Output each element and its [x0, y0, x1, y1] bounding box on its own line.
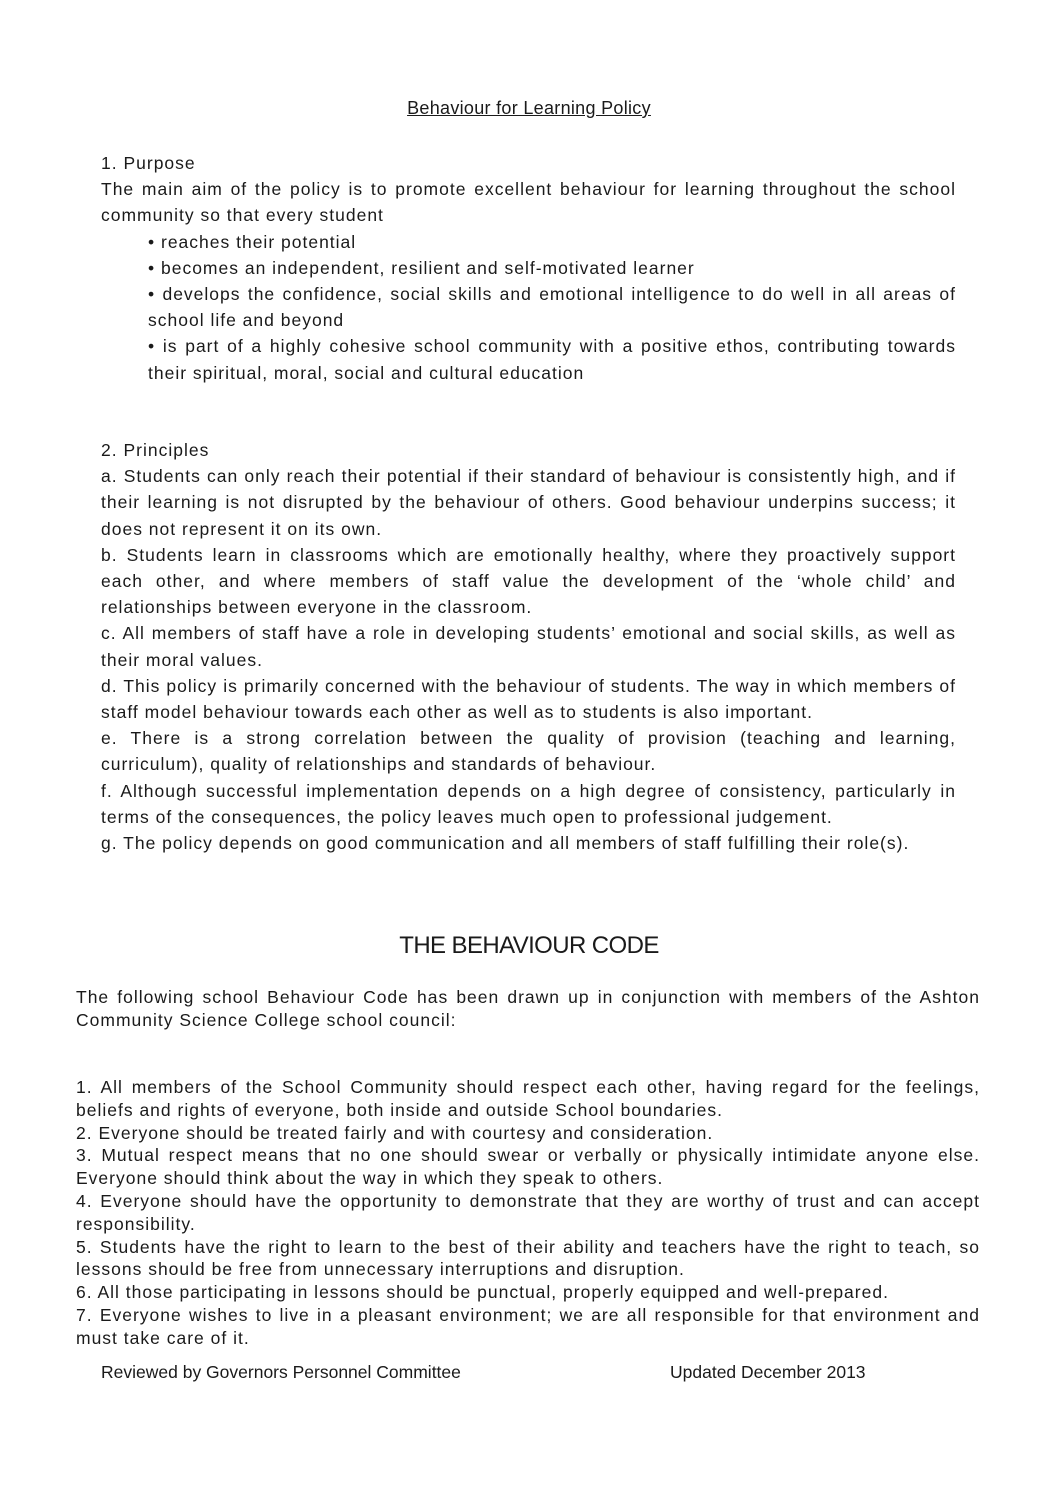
principle-item: g. The policy depends on good communication and all members of staff fulfilling their role(s). — [101, 833, 910, 854]
page-title-text: Behaviour for Learning Policy — [407, 98, 651, 118]
footer-updated: Updated December 2013 — [670, 1362, 866, 1382]
purpose-bullet: • reaches their potential — [148, 231, 357, 252]
purpose-bullet: • is part of a highly cohesive school community with a positive ethos, contributing towards their spiritual, moral, social and cultural education — [148, 336, 956, 383]
principles-section — [101, 437, 956, 856]
principle-item: a. Students can only reach their potential if their standard of behaviour is consistently high, and if their learning is not disrupted by the behaviour of others. Good behaviour underpins success; it does not represent it on its own. — [101, 466, 956, 539]
behaviour-code-heading: THE BEHAVIOUR CODE — [399, 932, 659, 959]
page-title — [0, 98, 1058, 119]
principle-item: f. Although successful implementation depends on a high degree of consistency, particularly in terms of the consequences, the policy leaves much open to professional judgement. — [101, 780, 956, 827]
behaviour-code-item: 2. Everyone should be treated fairly and with courtesy and consideration. — [76, 1122, 714, 1143]
behaviour-code-item: 1. All members of the School Community should respect each other, having regard for the feelings, beliefs and rights of everyone, both inside and outside School boundaries. — [76, 1077, 980, 1120]
behaviour-code-item: 5. Students have the right to learn to the best of their ability and teachers have the right to teach, so lessons should be free from unnecessary interruptions and disruption. — [76, 1236, 980, 1280]
principle-item: d. This policy is primarily concerned with the behaviour of students. The way in which members of staff model behaviour towards each other as well as to students is also important. — [101, 675, 956, 723]
principles-heading: 2. Principles — [101, 440, 210, 460]
principle-item: c. All members of staff have a role in developing students’ emotional and social skills, as well as their moral values. — [101, 623, 956, 670]
purpose-heading: 1. Purpose — [101, 153, 196, 173]
behaviour-code-list — [76, 1076, 980, 1350]
purpose-intro: The main aim of the policy is to promote excellent behaviour for learning throughout the school community so that every student — [101, 179, 956, 226]
principle-item: b. Students learn in classrooms which are emotionally healthy, where they proactively support each other, and where members of staff value the development of the ‘whole child’ and relationships between everyone in the classroom. — [101, 544, 956, 618]
footer-reviewed: Reviewed by Governors Personnel Committee — [101, 1362, 461, 1382]
behaviour-code-item: 4. Everyone should have the opportunity to demonstrate that they are worthy of trust and can accept responsibility. — [76, 1190, 980, 1234]
behaviour-code-item: 3. Mutual respect means that no one should swear or verbally or physically intimidate anyone else. Everyone should think about the way in which they speak to others. — [76, 1145, 980, 1189]
purpose-section — [101, 150, 956, 386]
behaviour-code-item: 6. All those participating in lessons should be punctual, properly equipped and well-prepared. — [76, 1282, 889, 1303]
principle-item: e. There is a strong correlation between the quality of provision (teaching and learning, curriculum), quality of relationships and standards of behaviour. — [101, 728, 956, 775]
behaviour-code-item: 7. Everyone wishes to live in a pleasant environment; we are all responsible for that environment and must take care of it. — [76, 1304, 980, 1348]
behaviour-code-intro — [76, 986, 980, 1032]
behaviour-code-intro-text: The following school Behaviour Code has been drawn up in conjunction with members of the Ashton Community Science College school council: — [76, 987, 980, 1030]
purpose-bullet: • develops the confidence, social skills and emotional intelligence to do well in all areas of school life and beyond — [148, 284, 956, 331]
purpose-bullet: • becomes an independent, resilient and self-motivated learner — [148, 257, 695, 278]
